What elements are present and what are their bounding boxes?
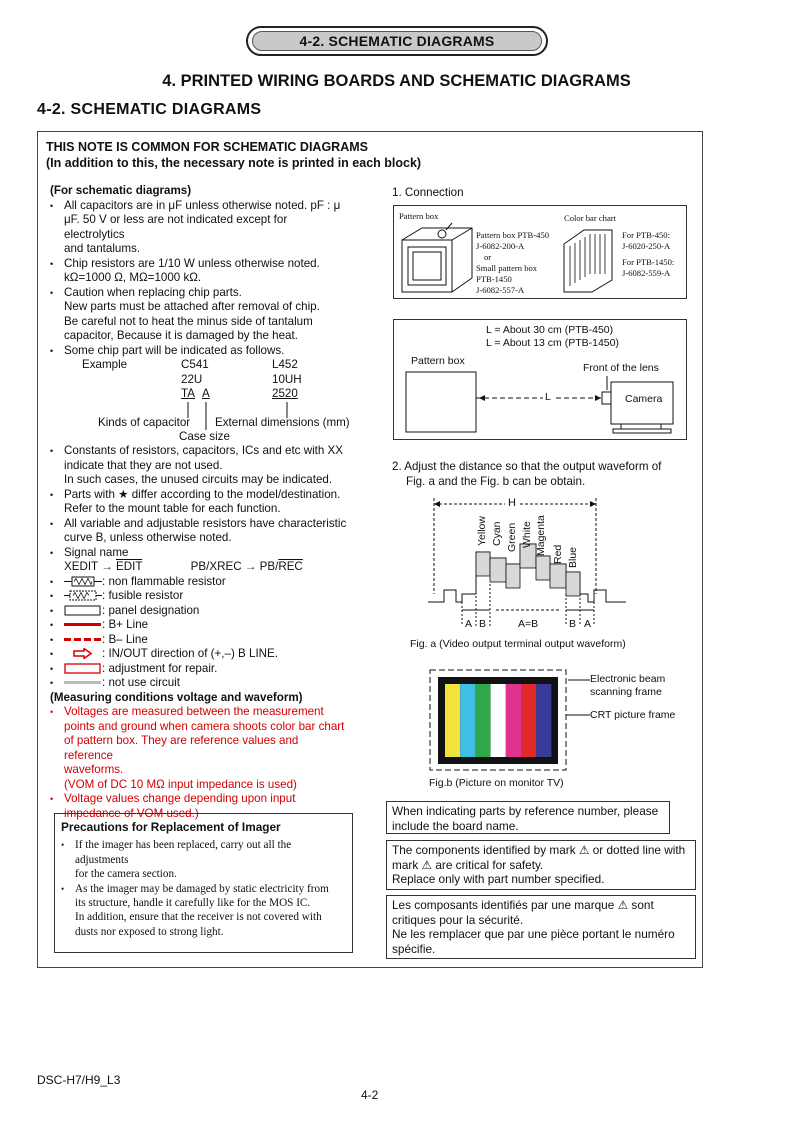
- signal-b1: PB/XREC: [190, 560, 242, 573]
- label-white: White: [521, 521, 533, 548]
- arrow-icon: →: [101, 560, 113, 573]
- text-line: impedance of VOM used.): [64, 806, 199, 820]
- text-line: • All capacitors are in μF unless otherwise noted. pF : μ: [64, 198, 341, 212]
- text-line: (VOM of DC 10 MΩ input impedance is used): [64, 777, 297, 791]
- text-line: or: [484, 252, 492, 262]
- text-line: points and ground when camera shoots color bar chart: [64, 719, 345, 733]
- note-heading: [46, 139, 421, 171]
- note-heading-line1: THIS NOTE IS COMMON FOR SCHEMATIC DIAGRAMS: [46, 140, 368, 154]
- example-label: Example: [82, 358, 128, 371]
- safety-note-en: [386, 840, 696, 890]
- variable-note: [50, 517, 350, 546]
- text-line: capacitor, Because it is damaged by the heat.: [64, 329, 298, 342]
- text-line: for the camera section.: [75, 868, 177, 881]
- legend-text: : not use circuit: [102, 676, 180, 689]
- wave-h-label: H: [505, 497, 519, 509]
- text-line: indicate that they are not used.: [64, 458, 223, 472]
- tv-beam-label: [590, 673, 665, 698]
- color-bar: [445, 684, 460, 757]
- fig-a-caption: Fig. a (Video output terminal output waveform): [410, 638, 626, 650]
- text-line: For PTB-450:: [622, 230, 670, 240]
- panel-designation-icon: [64, 605, 102, 616]
- example-case: Case size: [179, 430, 230, 443]
- text-line: curve B, unless otherwise noted.: [64, 531, 232, 544]
- legend-text: : IN/OUT direction of (+,–) B LINE.: [102, 647, 279, 660]
- text-line: kΩ=1000 Ω, MΩ=1000 kΩ.: [64, 271, 202, 284]
- text-line: and tantalums.: [64, 242, 141, 255]
- precaution-2: [61, 882, 346, 940]
- color-bar: [506, 684, 521, 757]
- signal-example: [64, 560, 350, 575]
- label-cyan: Cyan: [491, 521, 503, 546]
- example-c2: 22U: [181, 372, 203, 386]
- left-notes: [50, 184, 350, 821]
- text-line: When indicating parts by reference number, please: [392, 804, 659, 818]
- text-line: scanning frame: [590, 685, 662, 698]
- text-line: mark ⚠ are critical for safety.: [392, 857, 544, 872]
- signal-b2: PB/: [259, 560, 279, 573]
- camera-label: Camera: [625, 393, 663, 405]
- precautions-title: Precautions for Replacement of Imager: [61, 820, 281, 834]
- text-line: dusts nor exposed to strong light.: [75, 925, 224, 938]
- label-blue: Blue: [567, 546, 579, 568]
- b-plus-line-icon: [64, 619, 102, 630]
- distance-figure: [393, 319, 687, 440]
- example-l1: L452: [272, 358, 298, 371]
- text-line: • Voltages are measured between the measurement: [64, 705, 324, 718]
- label-a1: A: [465, 618, 473, 630]
- text-line: Replace only with part number specified.: [392, 872, 605, 886]
- text-line: Electronic beam: [590, 673, 666, 685]
- text-line: • Voltage values change depending upon input: [64, 792, 296, 805]
- wave-color-labels: [470, 504, 600, 568]
- text-line: Pattern box PTB-450: [476, 230, 550, 240]
- text-line: include the board name.: [392, 818, 519, 833]
- legend-text: : panel designation: [102, 603, 200, 617]
- color-bar: [521, 684, 536, 757]
- example-l3: 2520: [272, 387, 298, 400]
- label-a-eq-b: A=B: [518, 618, 539, 630]
- text-line: J-6082-559-A: [622, 268, 671, 278]
- text-line: L = About 13 cm (PTB-1450): [486, 337, 619, 349]
- text-line: its structure, handle it carefully like for the MOS IC.: [75, 897, 311, 910]
- legend-bminus: [50, 633, 350, 648]
- color-bar: [491, 684, 506, 757]
- example-ext: External dimensions (mm): [215, 416, 350, 429]
- legend-text: : B+ Line: [102, 618, 149, 631]
- legend-inout: [50, 647, 350, 662]
- precaution-1: [61, 838, 346, 881]
- color-bar: [536, 684, 551, 757]
- text-line: Fig. a and the Fig. b can be obtain.: [406, 474, 586, 488]
- example-ta: TA: [181, 387, 195, 400]
- arrow-icon: →: [244, 560, 257, 573]
- label-magenta: Magenta: [535, 515, 547, 556]
- text-line: Small pattern box: [476, 263, 538, 273]
- distance-l-label: L: [545, 391, 551, 403]
- measure-note-1: [50, 705, 350, 792]
- model-number: DSC-H7/H9_L3: [37, 1073, 121, 1087]
- tv-color-bars: [428, 668, 573, 778]
- chip-note: • Some chip part will be indicated as follows.: [50, 344, 350, 359]
- text-line: of pattern box. They are reference values and reference: [64, 734, 299, 762]
- fig1-pattern-info: [476, 230, 549, 296]
- text-line: • Chip resistors are 1/10 W unless otherwise noted.: [64, 256, 320, 270]
- crt-frame-label: CRT picture frame: [590, 709, 676, 721]
- legend-adjust: [50, 662, 350, 677]
- sub-title: 4-2. SCHEMATIC DIAGRAMS: [37, 101, 262, 118]
- text-line: μF. 50 V or less are not indicated except for electrolytics: [64, 213, 288, 241]
- legend-panel: [50, 604, 350, 619]
- capacitor-note: [50, 199, 350, 257]
- pill-title: 4-2. SCHEMATIC DIAGRAMS: [252, 31, 542, 51]
- inout-arrow-icon: [64, 648, 102, 659]
- label-b2: B: [569, 618, 577, 630]
- note-heading-line2: (In addition to this, the necessary note is printed in each block): [46, 156, 422, 170]
- color-bar-chart-drawing: [562, 228, 614, 294]
- text-line: • Signal name: [64, 545, 129, 559]
- label-a2: A: [584, 618, 592, 630]
- text-line: New parts must be attached after removal of chip.: [64, 300, 320, 313]
- example-a: A: [202, 387, 210, 400]
- reference-note-box: [386, 801, 670, 834]
- connection-heading: 1. Connection: [392, 186, 464, 199]
- text-line: Refer to the mount table for each function.: [64, 502, 281, 515]
- text-line: J-6082-200-A: [476, 241, 525, 251]
- b-minus-line-icon: [64, 634, 102, 645]
- page-number: 4-2: [361, 1088, 379, 1102]
- text-line: 2. Adjust the distance so that the output waveform of: [392, 460, 662, 473]
- legend-text: : B– Line: [102, 632, 148, 646]
- text-line: PTB-1450: [476, 274, 512, 284]
- text-line: • As the imager may be damaged by static electricity from: [75, 882, 329, 895]
- main-title: 4. PRINTED WIRING BOARDS AND SCHEMATIC DIAGRAMS: [162, 72, 631, 90]
- fig1-chart-info: [622, 230, 674, 279]
- text-line: L = About 30 cm (PTB-450): [486, 324, 614, 336]
- text-line: Ne les remplacer que par une pièce portant le numéro: [392, 927, 675, 941]
- legend-bplus: [50, 618, 350, 633]
- text-line: waveforms.: [64, 763, 124, 776]
- schematic-heading: (For schematic diagrams): [50, 184, 192, 197]
- tv-label-leaders: [566, 676, 590, 724]
- precautions-box: [54, 813, 353, 953]
- legend-notuse: [50, 676, 350, 691]
- color-bar: [475, 684, 490, 757]
- label-b1: B: [479, 618, 487, 630]
- example-kinds: Kinds of capacitor: [98, 416, 191, 429]
- label-yellow: Yellow: [476, 516, 488, 546]
- adjustment-icon: [64, 663, 102, 674]
- fig2-pattern-box-label: Pattern box: [411, 355, 465, 367]
- fig-b-caption: Fig.b (Picture on monitor TV): [429, 777, 564, 789]
- signal-note: [50, 546, 350, 575]
- example-c1: C541: [181, 358, 209, 371]
- text-line: The components identified by mark ⚠ or dotted line with: [392, 843, 686, 857]
- fusible-resistor-icon: [64, 590, 102, 601]
- legend-nonflammable: [50, 575, 350, 590]
- text-line: Les composants identifiés par une marque ⚠ sont: [392, 898, 654, 912]
- signal-b3: $\overline{REC}$: [278, 560, 303, 573]
- text-line: • If the imager has been replaced, carry out all the adjustments: [75, 839, 292, 866]
- fig1-pattern-box-label: Pattern box: [399, 211, 439, 221]
- text-line: • All variable and adjustable resistors have characteristic: [64, 516, 347, 530]
- fig1-color-bar-label: Color bar chart: [564, 213, 617, 223]
- parts-note: [50, 488, 350, 517]
- label-green: Green: [506, 522, 518, 552]
- text-line: • Constants of resistors, capacitors, ICs and etc with XX: [64, 444, 344, 457]
- example-l2: 10UH: [272, 372, 302, 386]
- text-line: J-6020-250-A: [622, 241, 671, 251]
- text-line: critiques pour la sécurité.: [392, 912, 524, 927]
- text-line: Be careful not to heat the minus side of tantalum: [64, 314, 313, 328]
- distance-drawing: [394, 320, 688, 441]
- color-bar: [460, 684, 475, 757]
- adjust-note: [392, 460, 661, 489]
- chip-example: [50, 358, 350, 444]
- text-line: • Parts with ★ differ according to the model/destination.: [64, 487, 341, 501]
- text-line: For PTB-1450:: [622, 257, 675, 267]
- legend-text: : fusible resistor: [102, 589, 184, 602]
- label-red: Red: [552, 544, 564, 564]
- resistor-note: [50, 257, 350, 286]
- text-line: • Caution when replacing chip parts.: [64, 285, 242, 299]
- legend-text: : adjustment for repair.: [102, 661, 218, 675]
- section-pill: [246, 26, 548, 56]
- signal-a1: XEDIT: [64, 560, 98, 573]
- legend-text: : non flammable resistor: [102, 574, 226, 588]
- constants-note: [50, 444, 350, 488]
- safety-note-fr: [386, 895, 696, 959]
- text-line: spécifie.: [392, 941, 436, 956]
- front-of-lens-label: Front of the lens: [583, 362, 659, 374]
- text-line: In addition, ensure that the receiver is not covered with: [75, 911, 322, 924]
- nonflammable-resistor-icon: [64, 576, 102, 587]
- pattern-box-drawing: [398, 220, 478, 298]
- caution-note: [50, 286, 350, 344]
- text-line: In such cases, the unused circuits may be indicated.: [64, 473, 333, 486]
- connection-figure: [393, 205, 687, 299]
- legend-fusible: [50, 589, 350, 604]
- measure-heading: (Measuring conditions voltage and waveform): [50, 690, 303, 704]
- signal-a2: EDIT: [116, 560, 143, 573]
- text-line: J-6082-557-A: [476, 285, 525, 295]
- not-use-circuit-icon: [64, 677, 102, 688]
